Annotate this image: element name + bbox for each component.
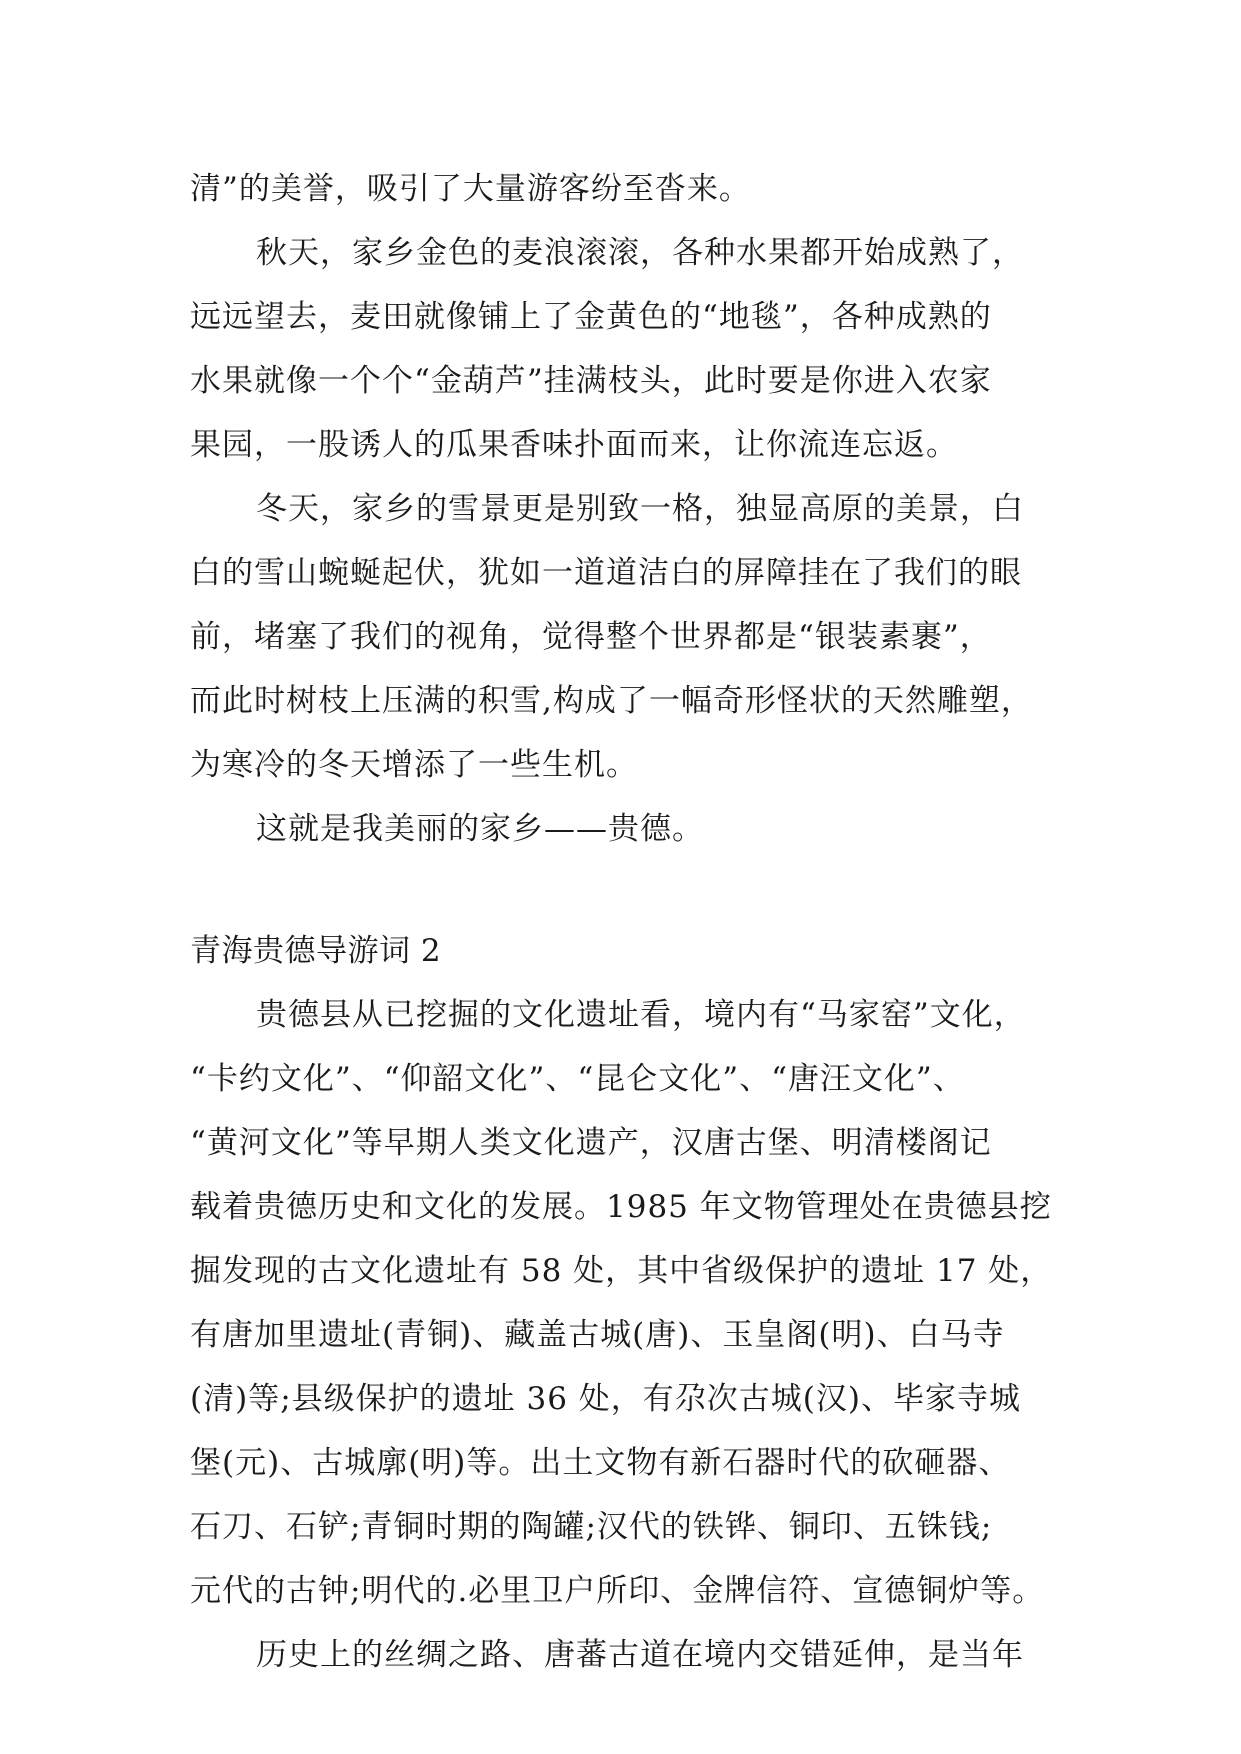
paragraph-line: 历史上的丝绸之路、唐蕃古道在境内交错延伸，是当年 (256, 1637, 1024, 1673)
paragraph-line: 掘发现的古文化遗址有 58 处，其中省级保护的遗址 17 处， (190, 1253, 1053, 1289)
paragraph-line: 为寒冷的冬天增添了一些生机。 (190, 747, 638, 783)
document-body (190, 157, 1070, 1687)
paragraph-line: 秋天，家乡金色的麦浪滚滚，各种水果都开始成熟了， (256, 235, 1024, 271)
section-title: 青海贵德导游词 2 (190, 933, 442, 969)
paragraph-line: 水果就像一个个“金葫芦”挂满枝头，此时要是你进入农家 (190, 363, 992, 399)
paragraph-line: “黄河文化”等早期人类文化遗产，汉唐古堡、明清楼阁记 (190, 1125, 992, 1161)
paragraph-line: 而此时树枝上压满的积雪,构成了一幅奇形怪状的天然雕塑， (190, 683, 1033, 719)
paragraph-line: 有唐加里遗址(青铜)、藏盖古城(唐)、玉皇阁(明)、白马寺 (190, 1317, 1005, 1353)
paragraph-line: (清)等;县级保护的遗址 36 处，有尕次古城(汉)、毕家寺城 (190, 1381, 1021, 1417)
paragraph-line: 冬天，家乡的雪景更是别致一格，独显高原的美景，白 (256, 491, 1024, 527)
paragraph-line: 前，堵塞了我们的视角，觉得整个世界都是“银装素裹”， (190, 619, 992, 655)
paragraph-line: 远远望去，麦田就像铺上了金黄色的“地毯”，各种成熟的 (190, 299, 992, 335)
paragraph-line: 这就是我美丽的家乡——贵德。 (256, 811, 704, 847)
paragraph-line: 堡(元)、古城廓(明)等。出土文物有新石器时代的砍砸器、 (190, 1445, 1011, 1481)
paragraph-line: 清”的美誉，吸引了大量游客纷至沓来。 (190, 171, 751, 207)
section-gap (190, 861, 1070, 919)
paragraph-line: 贵德县从已挖掘的文化遗址看，境内有“马家窑”文化， (256, 997, 1026, 1033)
paragraph-line: 白的雪山蜿蜒起伏，犹如一道道洁白的屏障挂在了我们的眼 (190, 555, 1022, 591)
paragraph-line: 载着贵德历史和文化的发展。1985 年文物管理处在贵德县挖 (190, 1189, 1052, 1225)
paragraph-line: 元代的古钟;明代的.必里卫户所印、金牌信符、宣德铜炉等。 (190, 1573, 1045, 1609)
paragraph-line: “卡约文化”、“仰韶文化”、“昆仑文化”、“唐汪文化”、 (190, 1061, 965, 1097)
paragraph-line: 石刀、石铲;青铜时期的陶罐;汉代的铁铧、铜印、五铢钱; (190, 1509, 993, 1545)
paragraph-line: 果园，一股诱人的瓜果香味扑面而来，让你流连忘返。 (190, 427, 958, 463)
